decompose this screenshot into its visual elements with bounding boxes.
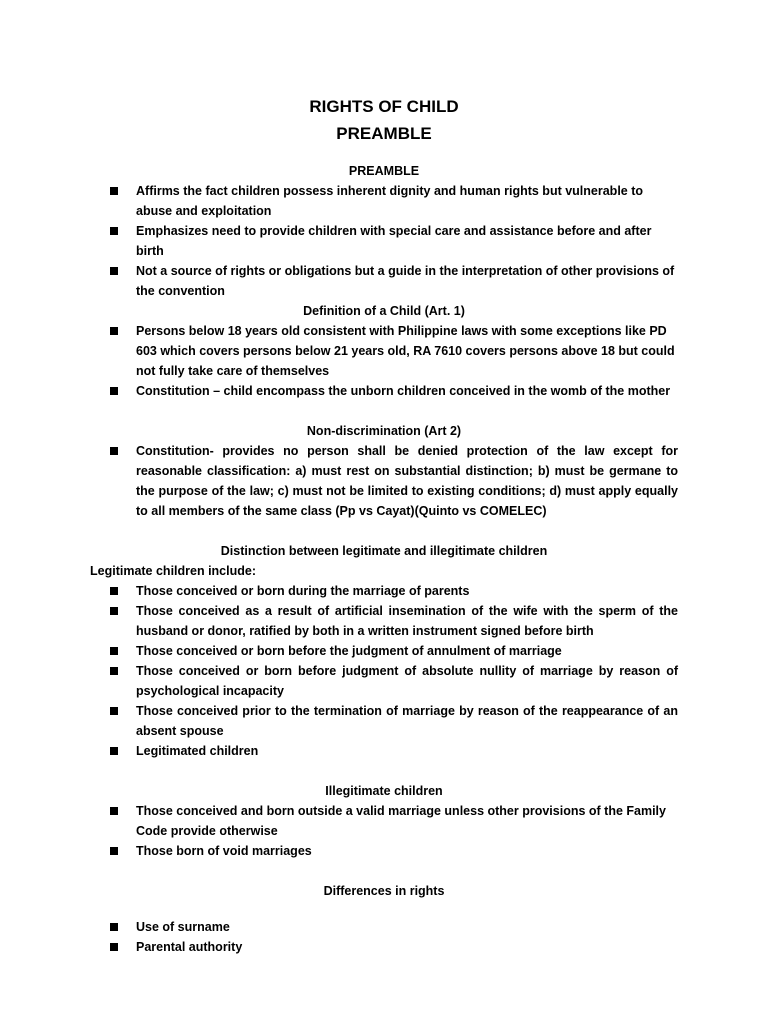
list-item: Parental authority <box>0 937 678 957</box>
bullet-square-icon <box>110 327 118 335</box>
section-heading-illegitimate: Illegitimate children <box>325 784 443 798</box>
section-heading-definition: Definition of a Child (Art. 1) <box>303 304 465 318</box>
list-item: Use of surname <box>0 917 678 937</box>
bullet-square-icon <box>110 447 118 455</box>
bullet-square-icon <box>110 227 118 235</box>
list-item: Persons below 18 years old consistent with Philippine laws with some exceptions like PD 603 which covers persons below 21 years old, RA 7610 covers persons above 18 but could not fully take care of themselves <box>0 321 678 381</box>
legitimate-label: Legitimate children include: <box>90 564 256 578</box>
bullet-square-icon <box>110 807 118 815</box>
section-heading-preamble: PREAMBLE <box>348 164 420 178</box>
list-item: Those conceived or born before the judgment of annulment of marriage <box>0 641 678 661</box>
list-item: Those conceived or born during the marriage of parents <box>0 581 678 601</box>
definition-list <box>0 321 768 401</box>
bullet-square-icon <box>110 387 118 395</box>
document-subtitle: PREAMBLE <box>336 124 432 143</box>
spacer <box>0 761 768 781</box>
list-item: Those conceived prior to the termination of marriage by reason of the reappearance of an absent spouse <box>0 701 678 741</box>
list-item: Those conceived and born outside a valid marriage unless other provisions of the Family Code provide otherwise <box>0 801 678 841</box>
section-heading-differences: Differences in rights <box>323 884 445 898</box>
document-title: RIGHTS OF CHILD <box>309 97 459 116</box>
spacer <box>0 401 768 421</box>
preamble-list <box>0 181 768 301</box>
differences-list <box>0 917 768 957</box>
list-item: Affirms the fact children possess inherent dignity and human rights but vulnerable to abuse and exploitation <box>0 181 678 221</box>
spacer <box>0 521 768 541</box>
nondiscrimination-list <box>0 441 768 521</box>
bullet-square-icon <box>110 847 118 855</box>
list-item: Emphasizes need to provide children with special care and assistance before and after birth <box>0 221 678 261</box>
bullet-square-icon <box>110 943 118 951</box>
list-item: Legitimated children <box>0 741 678 761</box>
section-heading-distinction: Distinction between legitimate and illegitimate children <box>220 544 548 558</box>
bullet-square-icon <box>110 607 118 615</box>
illegitimate-list <box>0 801 768 861</box>
list-item: Those conceived or born before judgment of absolute nullity of marriage by reason of psychological incapacity <box>0 661 678 701</box>
bullet-square-icon <box>110 923 118 931</box>
bullet-square-icon <box>110 187 118 195</box>
bullet-square-icon <box>110 647 118 655</box>
spacer <box>0 861 768 881</box>
list-item: Those conceived as a result of artificial insemination of the wife with the sperm of the husband or donor, ratified by both in a written instrument signed before birth <box>0 601 678 641</box>
bullet-square-icon <box>110 587 118 595</box>
section-heading-nondiscrimination: Non-discrimination (Art 2) <box>306 424 462 438</box>
bullet-square-icon <box>110 267 118 275</box>
legitimate-list <box>0 581 768 761</box>
list-item: Constitution- provides no person shall be denied protection of the law except for reasonable classification: a) must rest on substantial distinction; b) must be germane to the purpose of the law; c) must not be limited to existing conditions; d) must apply equally to all members of the same class (Pp vs Cayat)(Quinto vs COMELEC) <box>0 441 678 521</box>
list-item: Constitution – child encompass the unborn children conceived in the womb of the mother <box>0 381 678 401</box>
spacer <box>0 901 768 917</box>
list-item: Not a source of rights or obligations but a guide in the interpretation of other provisions of the convention <box>0 261 678 301</box>
bullet-square-icon <box>110 747 118 755</box>
document-body <box>0 161 768 957</box>
bullet-square-icon <box>110 707 118 715</box>
bullet-square-icon <box>110 667 118 675</box>
list-item: Those born of void marriages <box>0 841 678 861</box>
